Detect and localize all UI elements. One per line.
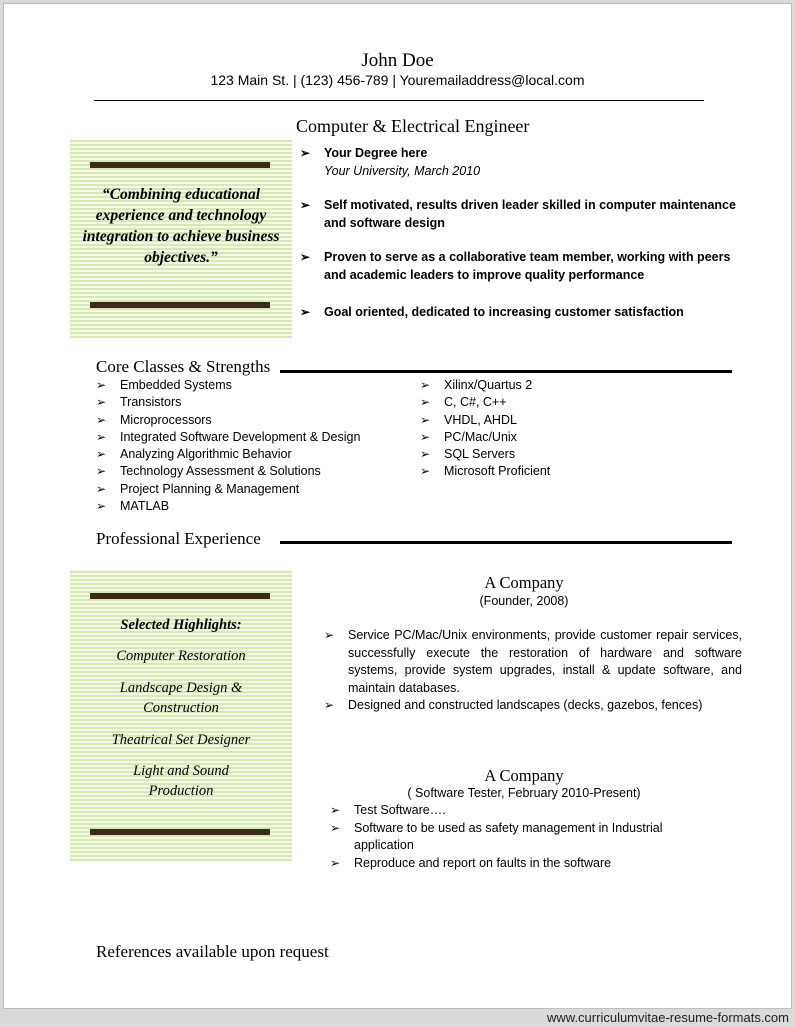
core-heading-rule bbox=[280, 370, 732, 373]
summary-point-1 bbox=[300, 197, 740, 232]
job-1-bullets bbox=[324, 627, 742, 715]
core-text: Integrated Software Development & Design bbox=[120, 429, 361, 444]
job-bullet bbox=[324, 627, 742, 697]
job-2-bullets bbox=[330, 802, 720, 872]
arrow-bullet-icon: ➢ bbox=[330, 855, 341, 870]
job-bullet-text: Reproduce and report on faults in the software bbox=[354, 855, 612, 870]
core-item bbox=[96, 481, 360, 498]
arrow-bullet-icon: ➢ bbox=[96, 447, 107, 462]
job-1-role: (Founder, 2008) bbox=[479, 594, 569, 608]
core-text: Microsoft Proficient bbox=[444, 464, 551, 479]
core-text: SQL Servers bbox=[444, 447, 516, 462]
arrow-bullet-icon: ➢ bbox=[420, 395, 431, 410]
summary-point-2 bbox=[300, 249, 740, 284]
core-item bbox=[420, 429, 550, 446]
arrow-bullet-icon: ➢ bbox=[330, 820, 341, 835]
arrow-bullet-icon: ➢ bbox=[300, 250, 311, 264]
core-item bbox=[420, 394, 550, 411]
quote-text: “Combining educational experience and technology integration to achieve business objectives.” bbox=[82, 186, 280, 266]
job-2-role: ( Software Tester, February 2010-Present) bbox=[407, 786, 641, 800]
arrow-bullet-icon: ➢ bbox=[96, 481, 107, 496]
references-line: References available upon request bbox=[96, 942, 329, 961]
degree-item bbox=[300, 145, 740, 163]
arrow-bullet-icon: ➢ bbox=[96, 412, 107, 427]
highlight-item: Theatrical Set Designer bbox=[111, 732, 251, 748]
highlights-panel bbox=[70, 569, 292, 861]
job-bullet-text: Service PC/Mac/Unix environments, provide customer repair services, successfully execute the restoration of hardware and software systems, provide system upgrades, install & update software, and maintain databases. bbox=[348, 628, 742, 695]
summary-text: Goal oriented, dedicated to increasing customer satisfaction bbox=[324, 305, 684, 319]
summary-text: Self motivated, results driven leader skilled in computer maintenance and software design bbox=[324, 198, 736, 230]
core-item bbox=[96, 412, 360, 429]
core-text: Xilinx/Quartus 2 bbox=[444, 378, 533, 392]
arrow-bullet-icon: ➢ bbox=[96, 395, 107, 410]
core-item bbox=[96, 446, 360, 463]
arrow-bullet-icon: ➢ bbox=[324, 628, 335, 642]
core-item bbox=[420, 377, 550, 394]
summary-text: Proven to serve as a collaborative team member, working with peers and academic leaders to improve quality performance bbox=[324, 250, 731, 282]
highlights-title: Selected Highlights: bbox=[120, 617, 242, 633]
arrow-bullet-icon: ➢ bbox=[300, 198, 311, 212]
experience-heading-rule bbox=[280, 541, 732, 544]
arrow-bullet-icon: ➢ bbox=[96, 499, 107, 514]
core-list-right bbox=[420, 377, 550, 481]
core-text: Embedded Systems bbox=[120, 378, 232, 392]
core-text: MATLAB bbox=[120, 499, 170, 514]
header-divider bbox=[94, 100, 704, 101]
quote-bottom-bar bbox=[90, 302, 270, 308]
arrow-bullet-icon: ➢ bbox=[300, 305, 311, 319]
quote-panel bbox=[70, 140, 292, 338]
core-text: Transistors bbox=[120, 395, 182, 410]
summary-item bbox=[300, 304, 740, 322]
summary-item bbox=[300, 197, 740, 232]
highlights-top-bar bbox=[90, 593, 270, 599]
footer-url[interactable]: www.curriculumvitae-resume-formats.com bbox=[547, 1010, 789, 1025]
summary-list bbox=[300, 145, 740, 180]
job-bullet bbox=[324, 697, 742, 715]
arrow-bullet-icon: ➢ bbox=[420, 378, 431, 392]
arrow-bullet-icon: ➢ bbox=[330, 803, 341, 817]
arrow-bullet-icon: ➢ bbox=[420, 464, 431, 479]
job-bullet-text: Designed and constructed landscapes (decks, gazebos, fences) bbox=[348, 698, 703, 712]
university-item bbox=[300, 163, 740, 181]
quote-top-bar bbox=[90, 162, 270, 168]
job-1-company: A Company bbox=[484, 573, 564, 592]
arrow-bullet-icon: ➢ bbox=[420, 447, 431, 462]
highlight-item: Light and Sound Production bbox=[133, 763, 229, 799]
core-text: C, C#, C++ bbox=[444, 395, 507, 410]
arrow-bullet-icon: ➢ bbox=[420, 412, 431, 427]
contact-line: 123 Main St. | (123) 456-789 | Youremailaddress@local.com bbox=[210, 72, 585, 88]
arrow-bullet-icon: ➢ bbox=[96, 378, 107, 392]
core-heading: Core Classes & Strengths bbox=[96, 357, 271, 376]
core-item bbox=[96, 498, 360, 515]
core-item bbox=[96, 429, 360, 446]
degree: Your Degree here bbox=[324, 146, 428, 160]
arrow-bullet-icon: ➢ bbox=[324, 698, 335, 712]
job-bullet-text: Test Software…. bbox=[354, 803, 446, 817]
summary-point-3 bbox=[300, 304, 740, 322]
highlight-item: Computer Restoration bbox=[116, 648, 246, 664]
core-item bbox=[420, 446, 550, 463]
core-item bbox=[96, 463, 360, 480]
core-list-left bbox=[96, 377, 360, 515]
highlight-item: Landscape Design & Construction bbox=[119, 680, 243, 716]
summary-item bbox=[300, 249, 740, 284]
arrow-bullet-icon: ➢ bbox=[96, 429, 107, 444]
core-text: Project Planning & Management bbox=[120, 481, 300, 496]
core-text: PC/Mac/Unix bbox=[444, 429, 517, 444]
core-text: Technology Assessment & Solutions bbox=[120, 464, 321, 479]
core-item bbox=[420, 463, 550, 480]
job-title: Computer & Electrical Engineer bbox=[296, 116, 530, 136]
job-bullet bbox=[330, 802, 720, 820]
experience-heading: Professional Experience bbox=[96, 529, 261, 548]
resume-name: John Doe bbox=[361, 50, 434, 71]
university: Your University, March 2010 bbox=[324, 163, 481, 178]
core-text: VHDL, AHDL bbox=[444, 412, 517, 427]
job-2-company: A Company bbox=[484, 766, 564, 785]
arrow-bullet-icon: ➢ bbox=[300, 146, 311, 160]
highlights-bottom-bar bbox=[90, 829, 270, 835]
job-bullet bbox=[330, 855, 720, 873]
arrow-bullet-icon: ➢ bbox=[420, 429, 431, 444]
core-text: Analyzing Algorithmic Behavior bbox=[120, 447, 292, 462]
core-item bbox=[420, 412, 550, 429]
job-bullet bbox=[330, 820, 714, 855]
core-item bbox=[96, 394, 360, 411]
core-text: Microprocessors bbox=[120, 412, 212, 427]
core-item bbox=[96, 377, 360, 394]
job-bullet-text: Software to be used as safety management in Industrial application bbox=[354, 820, 663, 852]
resume-page bbox=[3, 3, 792, 1009]
arrow-bullet-icon: ➢ bbox=[96, 464, 107, 479]
